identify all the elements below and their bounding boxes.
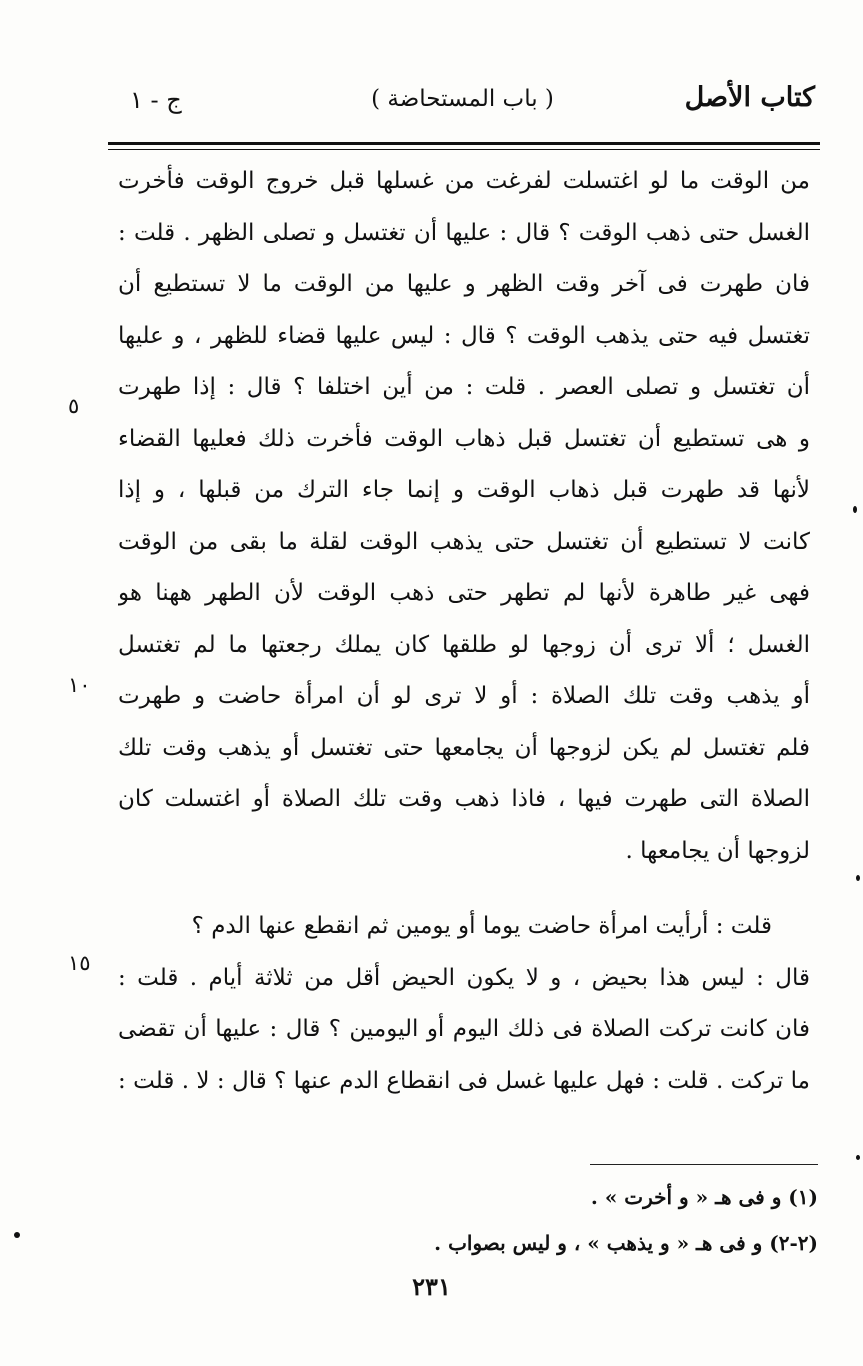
text-line: الغسل ؛ ألا ترى أن زوجها لو طلقها كان يملك رجعتها ما لم تغتسل xyxy=(118,631,810,658)
text-line: فهى غير طاهرة لأنها لم تطهر حتى ذهب الوقت لأن الطهر ههنا هو xyxy=(118,580,810,606)
scan-speck xyxy=(14,1232,20,1238)
text-line: قال : ليس هذا بحيض ، و لا يكون الحيض أقل من ثلاثة أيام . قلت : xyxy=(118,964,810,991)
line-number-10: ١٠ xyxy=(68,673,91,697)
page-number: ٢٣١ xyxy=(412,1272,451,1301)
text-line: لزوجها أن يجامعها . xyxy=(625,837,810,864)
text-line: فان كانت تركت الصلاة فى ذلك اليوم أو اليومين ؟ قال : عليها أن تقضى xyxy=(118,1016,810,1042)
text-line: ما تركت . قلت : فهل عليها غسل فى انقطاع الدم عنها ؟ قال : لا . قلت : xyxy=(118,1067,810,1094)
text-line: الغسل حتى ذهب الوقت ؟ قال : عليها أن تغتسل و تصلى الظهر . قلت : xyxy=(118,219,810,246)
scan-speck xyxy=(856,875,860,881)
text-line: فان طهرت فى آخر وقت الظهر و عليها من الوقت ما لا تستطيع أن xyxy=(118,271,810,297)
paragraph-gap xyxy=(118,877,810,901)
chapter-title: ( باب المستحاضة ) xyxy=(371,86,554,112)
text-line: فلم تغتسل لم يكن لزوجها أن يجامعها حتى تغتسل أو يذهب وقت تلك xyxy=(118,734,810,761)
scan-speck xyxy=(856,1155,860,1160)
main-text xyxy=(118,156,810,1107)
text-line: الصلاة التى طهرت فيها ، فاذا ذهب وقت تلك الصلاة أو اغتسلت كان xyxy=(118,786,810,812)
text-line: كانت لا تستطيع أن تغتسل حتى يذهب الوقت لقلة ما بقى من الوقت xyxy=(118,528,810,555)
volume-label: ج - ١ xyxy=(130,86,182,114)
text-line: قلت : أرأيت امرأة حاضت يوما أو يومين ثم انقطع عنها الدم ؟ xyxy=(191,913,772,939)
text-line: من الوقت ما لو اغتسلت لفرغت من غسلها قبل خروج الوقت فأخرت xyxy=(118,168,810,194)
footnote-1: (١) و فى هـ « و أخرت » . xyxy=(590,1185,818,1209)
scan-speck xyxy=(853,506,857,513)
text-line: أو يذهب وقت تلك الصلاة : أو لا ترى لو أن امرأة حاضت و طهرت xyxy=(118,683,810,709)
line-number-5: ٥ xyxy=(68,394,80,418)
text-line: تغتسل فيه حتى يذهب الوقت ؟ قال : ليس عليها قضاء للظهر ، و عليها xyxy=(118,322,810,349)
header-rule xyxy=(108,142,820,145)
book-title: كتاب الأصل xyxy=(684,82,815,113)
footnote-2: (٢-٢) و فى هـ « و يذهب » ، و ليس بصواب . xyxy=(434,1231,818,1255)
running-header xyxy=(110,78,815,134)
text-line: و هى تستطيع أن تغتسل قبل ذهاب الوقت فأخرت ذلك فعليها القضاء xyxy=(118,425,810,452)
line-number-15: ١٥ xyxy=(68,951,91,975)
footnotes xyxy=(118,1174,818,1266)
header-rule-thin xyxy=(108,149,820,150)
footnote-rule xyxy=(590,1164,818,1165)
text-line: أن تغتسل و تصلى العصر . قلت : من أين اختلفا ؟ قال : إذا طهرت xyxy=(118,374,810,400)
text-line: لأنها قد طهرت قبل ذهاب الوقت و إنما جاء الترك من قبلها ، و إذا xyxy=(118,477,810,503)
